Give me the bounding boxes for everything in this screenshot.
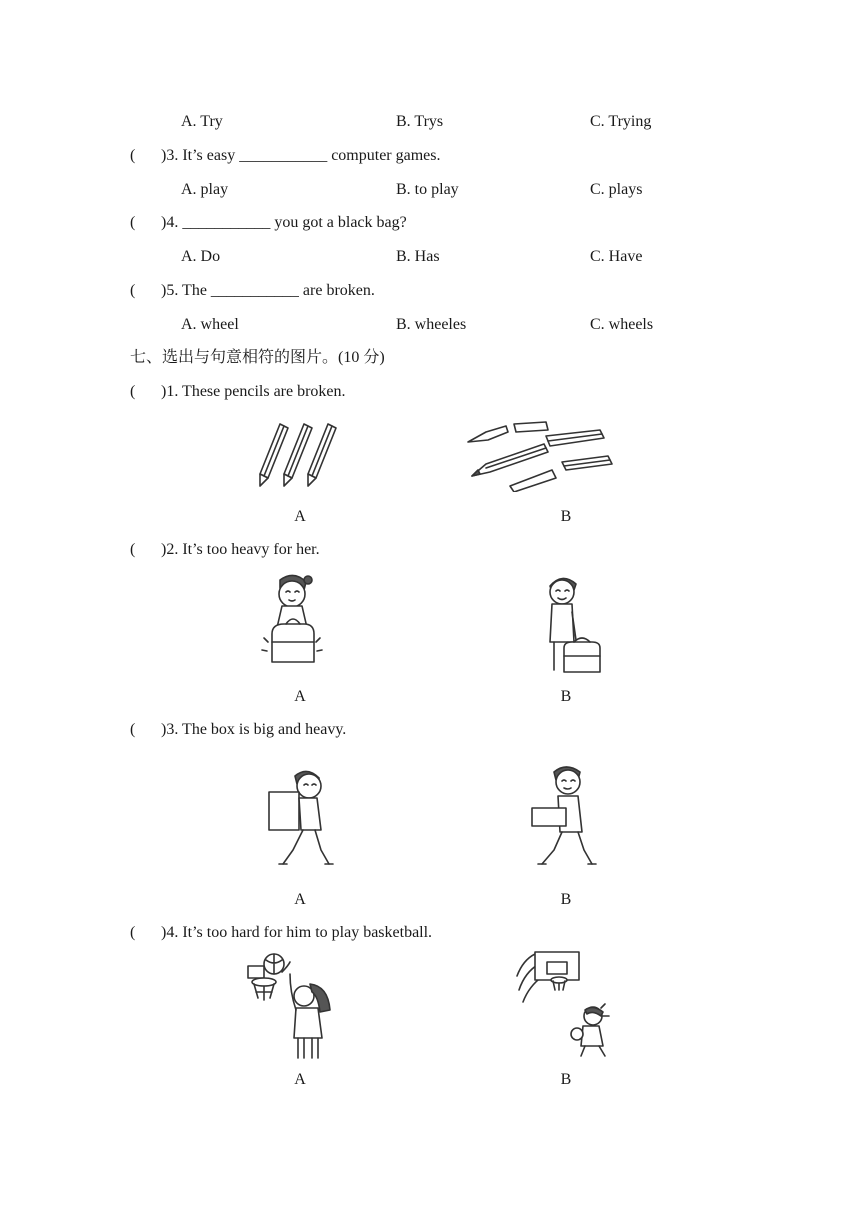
q5-paren: ( [130,282,136,299]
three-pencils-picture [254,420,344,490]
section7-heading: 七、选出与句意相符的图片。(10 分) [130,349,385,366]
q2-option-c: C. Trying [590,113,652,130]
s7-item1-label-b: B [560,508,572,525]
q3-option-c: C. plays [590,181,643,198]
s7-item4-stem: )4. It’s too hard for him to play basketball. [161,924,433,941]
q4-paren: ( [130,214,136,231]
q3-option-b: B. to play [396,181,459,198]
s7-item2-label-a: A [294,688,306,705]
s7-item4-paren: ( [130,924,136,941]
q4-option-c: C. Have [590,248,643,265]
boy-with-bag-picture [540,572,610,676]
q3-option-a: A. play [181,181,229,198]
tall-boy-dunking-basketball-picture [246,952,342,1062]
s7-item3-label-b: B [560,891,572,908]
s7-item1-stem: )1. These pencils are broken. [161,383,346,400]
s7-item1-paren: ( [130,383,136,400]
q2-option-a: A. Try [181,113,223,130]
s7-item2-label-b: B [560,688,572,705]
s7-item3-paren: ( [130,721,136,738]
small-boy-with-basketball-hoop-picture [515,950,615,1062]
s7-item4-label-b: B [560,1071,572,1088]
q5-option-a: A. wheel [181,316,239,333]
q5-option-b: B. wheeles [396,316,467,333]
s7-item4-label-a: A [294,1071,306,1088]
s7-item1-label-a: A [294,508,306,525]
broken-pencils-picture [466,420,616,492]
q3-paren: ( [130,147,136,164]
q4-stem: )4. ___________ you got a black bag? [161,214,407,231]
q2-option-b: B. Trys [396,113,444,130]
q4-option-a: A. Do [181,248,221,265]
s7-item3-label-a: A [294,891,306,908]
s7-item3-stem: )3. The box is big and heavy. [161,721,347,738]
q3-stem: )3. It’s easy ___________ computer games. [161,147,441,164]
girl-carrying-big-box-picture [265,766,337,870]
q4-option-b: B. Has [396,248,440,265]
q5-option-c: C. wheels [590,316,654,333]
s7-item2-paren: ( [130,541,136,558]
q5-stem: )5. The ___________ are broken. [161,282,375,299]
boy-carrying-small-box-picture [530,762,600,870]
s7-item2-stem: )2. It’s too heavy for her. [161,541,320,558]
girl-lifting-bag-picture [258,572,328,668]
